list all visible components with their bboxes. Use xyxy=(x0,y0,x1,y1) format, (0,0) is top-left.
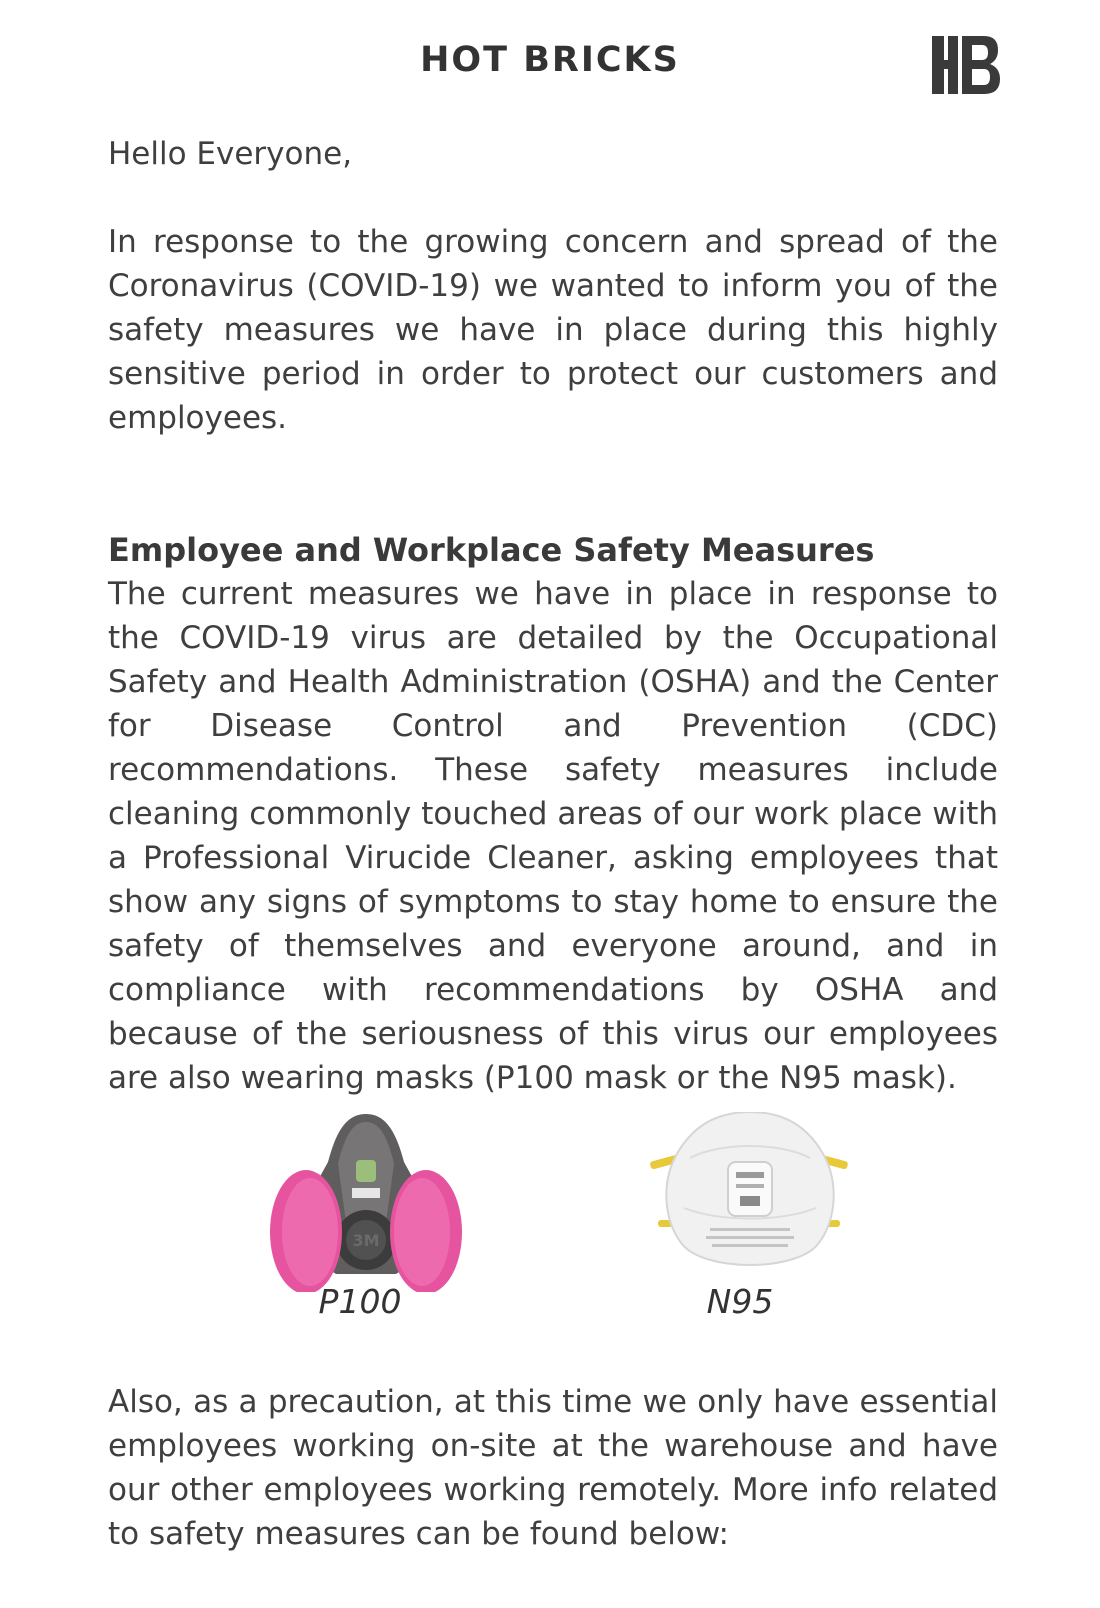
mask-gallery xyxy=(0,1112,1100,1352)
letter-body xyxy=(108,132,998,1100)
closing-paragraph: Also, as a precaution, at this time we only have essential employees working on-site at the warehouse and have our other employees working remotely. More info related to safety measures can be found below: xyxy=(108,1384,998,1552)
n95-caption: N95 xyxy=(706,1282,774,1321)
header xyxy=(0,0,1100,110)
p100-mask xyxy=(266,1112,496,1292)
greeting: Hello Everyone, xyxy=(108,136,353,172)
svg-text:3M: 3M xyxy=(352,1231,380,1250)
p100-caption: P100 xyxy=(318,1282,402,1321)
section-heading: Employee and Workplace Safety Measures xyxy=(108,531,875,569)
section-paragraph: The current measures we have in place in response to the COVID-19 virus are detailed by the Occupational Safety and Health Administration (OSHA) and the Center for Disease Control and Prevention (CDC) recommendations. These safety measures include cleaning commonly touched areas of our work place with a Professional Virucide Cleaner, asking employees that show any signs of symptoms to stay home to ensure the safety of themselves and everyone around, and in compliance with recommendations by OSHA and because of the seriousness of this virus our employees are also wearing masks (P100 mask or the N95 mask). xyxy=(108,576,998,1096)
brand-title: HOT BRICKS xyxy=(420,40,680,80)
intro-paragraph: In response to the growing concern and spread of the Coronavirus (COVID-19) we wanted to inform you of the safety measures we have in place during this highly sensitive period in order to protect our customers and employees. xyxy=(108,224,998,436)
n95-mask-icon xyxy=(650,1112,850,1292)
hb-monogram-logo-icon xyxy=(932,36,1000,94)
n95-mask xyxy=(650,1112,880,1292)
p100-respirator-icon xyxy=(266,1112,466,1292)
